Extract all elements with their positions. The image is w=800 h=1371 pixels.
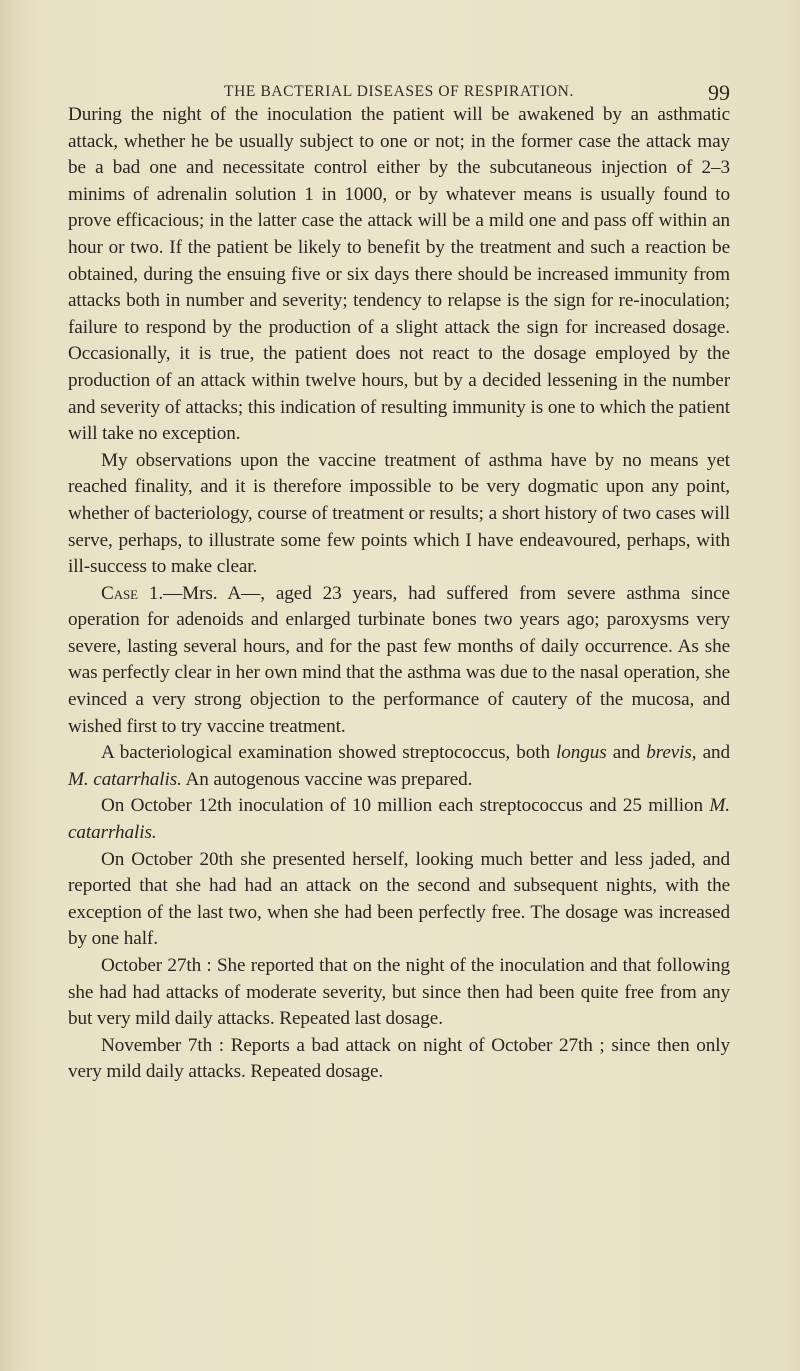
- paragraph-text: On October 12th inoculation of 10 million each streptococcus and 25 million: [101, 795, 710, 817]
- paragraph-text: , and: [691, 742, 730, 764]
- species-name: longus: [556, 742, 607, 764]
- paragraph-text: October 27th : She reported that on the night of the inoculation and that following she had had attacks of moderate severity, but since then had been quite free from any but very mild daily attacks. Repeated last dosage.: [68, 955, 730, 1030]
- paragraph-observations: [68, 448, 730, 581]
- paragraph-text: An autogenous vaccine was prepared.: [181, 768, 473, 790]
- paragraph-oct-27: [68, 953, 730, 1033]
- paragraph-case-1: [68, 581, 730, 741]
- paragraph-text: November 7th : Reports a bad attack on night of October 27th ; since then only very mild daily attacks. Repeated dosage.: [68, 1034, 730, 1083]
- paragraph-oct-20: [68, 847, 730, 953]
- species-name: M. catarrhalis.: [68, 795, 730, 844]
- case-heading: Case 1.: [101, 582, 164, 604]
- running-title: THE BACTERIAL DISEASES OF RESPIRATION.: [224, 83, 574, 100]
- paragraph-nov-7: [68, 1033, 730, 1086]
- body-text: [68, 102, 730, 1086]
- paragraph-text: My observations upon the vaccine treatment of asthma have by no means yet reached finality, and it is therefore impossible to be very dogmatic upon any point, whether of bacteriology, course of treatment or results; a short history of two cases will serve, perhaps, to illustrate some few points which I have endeavoured, perhaps, with ill-success to make clear.: [68, 449, 730, 578]
- paragraph-text: A bacteriological examination showed streptococcus, both: [101, 742, 557, 764]
- paragraph-text: —Mrs. A—, aged 23 years, had suffered from severe asthma since operation for adenoids and enlarged turbinate bones two years ago; paroxysms very severe, lasting several hours, and for the past few months of daily occurrence. As she was perfectly clear in her own mind that the asthma was due to the nasal operation, she evinced a very strong objection to the performance of cautery of the mucosa, and wished first to try vaccine treatment.: [68, 582, 730, 737]
- paragraph-intro: [68, 102, 730, 448]
- species-name: brevis: [646, 742, 692, 764]
- species-name: M. catarrhalis.: [68, 768, 182, 790]
- paragraph-oct-12: [68, 793, 730, 846]
- paragraph-text: On October 20th she presented herself, looking much better and less jaded, and reported that she had had an attack on the second and subsequent nights, with the exception of the last two, when she had been perfectly free. The dosage was increased by one half.: [68, 848, 730, 950]
- page-number: 99: [708, 80, 730, 105]
- paragraph-text: During the night of the inoculation the patient will be awakened by an asthmatic attack, whether he be usually subject to one or not; in the former case the attack may be a bad one and necessitate control either by the subcutaneous injection of 2–3 minims of adrenalin solution 1 in 1000, or by whatever means is usually found to prove efficacious; in the latter case the attack will be a mild one and pass off within an hour or two. If the patient be likely to benefit by the treatment and such a reaction be obtained, during the ensuing five or six days there should be increased immunity from attacks both in number and severity; tendency to relapse is the sign for re-inoculation; failure to respond by the production of a slight attack the sign for increased dosage. Occasionally, it is true, the patient does not react to the dosage employed by the production of an attack within twelve hours, but by a decided lessening in the number and severity of attacks; this indication of resulting immunity is one to which the patient will take no exception.: [68, 104, 730, 445]
- paragraph-bacteriology: [68, 740, 730, 793]
- paragraph-text: and: [606, 742, 647, 764]
